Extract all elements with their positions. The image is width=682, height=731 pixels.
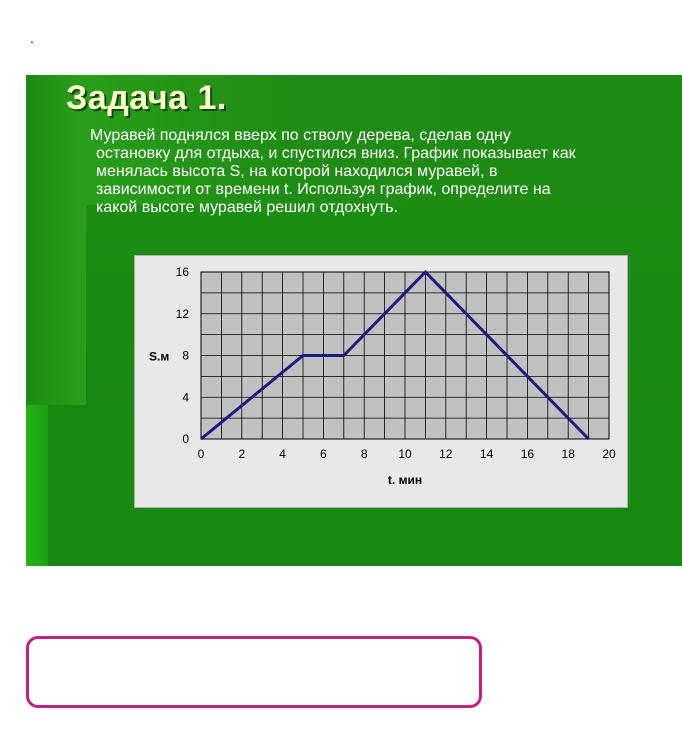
task-text-line: остановку для отдыха, и спустился вниз. График показывает как bbox=[96, 145, 576, 162]
answer-input-box[interactable] bbox=[26, 636, 482, 708]
task-text-line: какой высоте муравей решил отдохнуть. bbox=[96, 199, 399, 216]
height-time-chart bbox=[134, 255, 628, 508]
x-tick-label: 12 bbox=[439, 447, 453, 461]
y-tick-label: 8 bbox=[182, 348, 189, 363]
x-tick-label: 8 bbox=[360, 447, 368, 461]
y-tick-label: 12 bbox=[175, 306, 189, 321]
task-text bbox=[90, 127, 660, 217]
x-tick-label: 4 bbox=[279, 447, 286, 461]
x-tick-label: 14 bbox=[479, 447, 494, 461]
x-tick-label: 2 bbox=[238, 447, 246, 461]
y-tick-label: 0 bbox=[182, 432, 189, 446]
task-text-line: менялась высота S, на которой находился муравей, в bbox=[96, 163, 498, 180]
y-axis-label: S.м bbox=[149, 349, 170, 364]
task-text-line: Муравей поднялся вверх по стволу дерева, сделав одну bbox=[90, 127, 511, 144]
slide-title: Задача 1. bbox=[66, 79, 227, 117]
y-tick-label: 16 bbox=[175, 265, 189, 279]
x-tick-label: 6 bbox=[320, 447, 327, 461]
task-text-line: зависимости от времени t. Используя график, определите на bbox=[96, 181, 551, 198]
x-tick-label: 20 bbox=[602, 447, 616, 461]
page-dot: . bbox=[30, 30, 34, 46]
y-tick-label: 4 bbox=[182, 390, 189, 405]
x-tick-label: 16 bbox=[520, 447, 535, 461]
x-tick-label: 10 bbox=[398, 447, 412, 461]
chart-svg bbox=[135, 256, 627, 507]
x-axis-label: t. мин bbox=[387, 473, 423, 487]
x-tick-label: 0 bbox=[197, 447, 205, 461]
task-slide bbox=[26, 75, 682, 566]
x-tick-label: 18 bbox=[561, 447, 575, 461]
